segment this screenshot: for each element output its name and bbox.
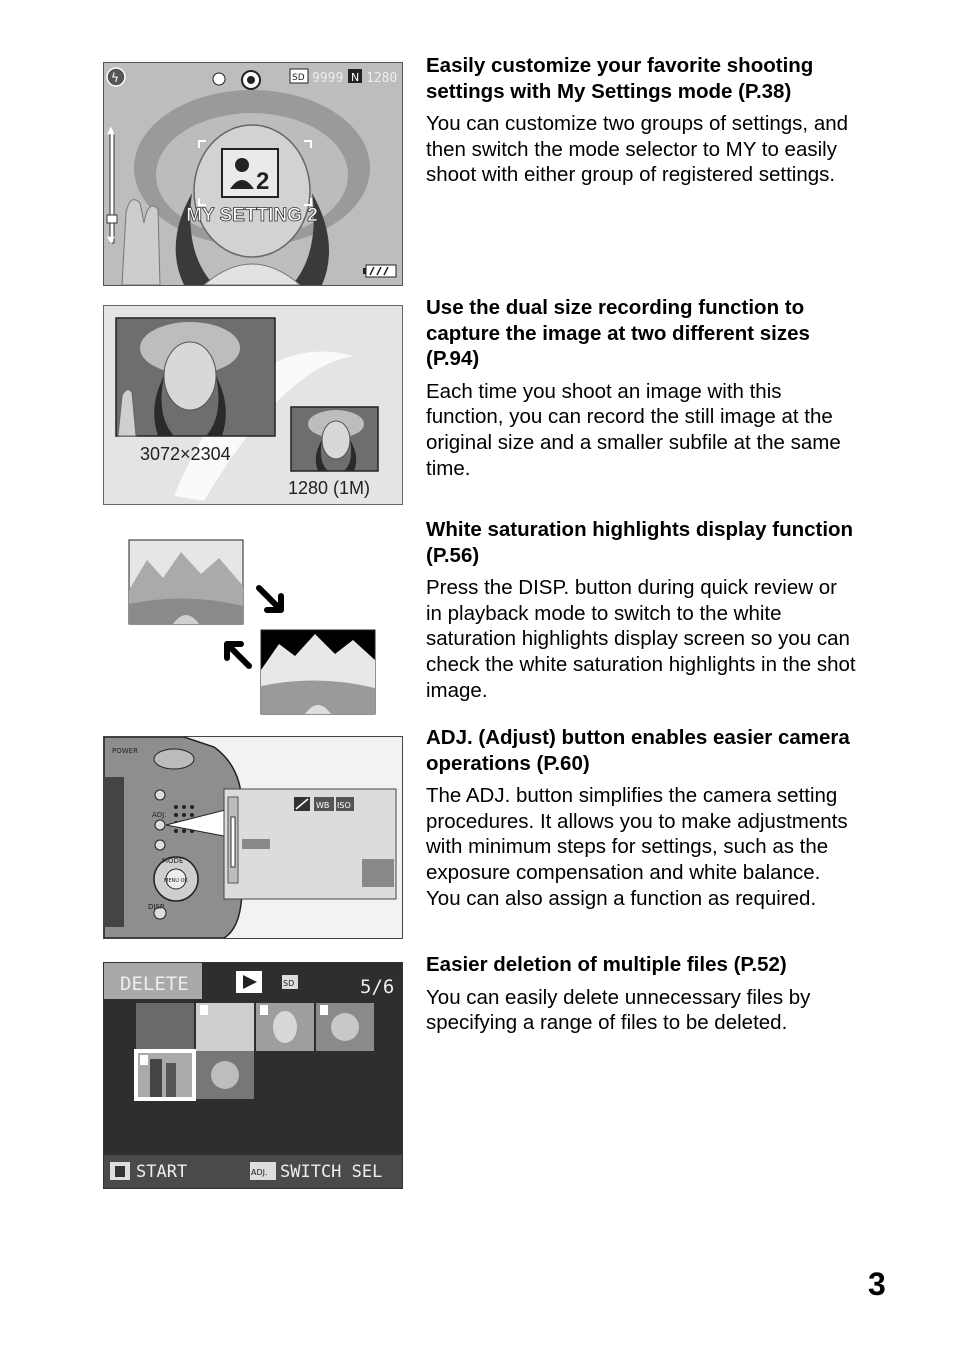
white-saturation-illustration bbox=[103, 530, 403, 720]
mode-label: MODE bbox=[162, 857, 184, 865]
svg-text:▼: ▼ bbox=[107, 235, 115, 246]
section-heading: Easily customize your favorite shooting settings with My Settings mode (P.38) bbox=[426, 54, 814, 103]
wb-icon: WB bbox=[316, 801, 330, 810]
adj-button-label: ADJ. bbox=[152, 811, 167, 819]
section-my-settings bbox=[426, 53, 856, 188]
svg-text:N: N bbox=[351, 71, 360, 84]
svg-text:▲: ▲ bbox=[107, 125, 115, 136]
adj-camera-illustration bbox=[104, 737, 402, 938]
svg-text:ϟ: ϟ bbox=[111, 71, 119, 85]
sd-card-icon: SD bbox=[283, 979, 295, 988]
image-size: 1280 bbox=[366, 71, 398, 86]
iso-icon: ISO bbox=[337, 801, 351, 810]
section-body: You can customize two groups of settings, and then switch the mode selector to MY to easily shoot with either group of registered settings. bbox=[426, 112, 849, 187]
section-body: Press the DISP. button during quick review or in playback mode to switch to the white saturation highlights display screen so you can check the white saturation highlights in the shot image. bbox=[426, 576, 856, 702]
my-setting-screen-figure bbox=[103, 62, 403, 286]
white-saturation-figure bbox=[103, 530, 403, 720]
menu-ok-label: MENU OK bbox=[164, 878, 188, 884]
section-adj-button bbox=[426, 725, 856, 912]
adj-button-figure bbox=[103, 736, 403, 939]
section-body: Each time you shoot an image with this function, you can record the still image at the original size and a smaller subfile at the same time. bbox=[426, 379, 841, 480]
delete-header-label: DELETE bbox=[120, 973, 189, 995]
my-setting-label: MY SETTING 2 bbox=[186, 205, 318, 226]
footer-start-label: START bbox=[136, 1162, 188, 1182]
dual-size-figure bbox=[103, 305, 403, 505]
delete-screen-figure bbox=[103, 962, 403, 1189]
my-mode-number: 2 bbox=[256, 168, 270, 195]
section-white-saturation bbox=[426, 517, 856, 704]
page-number: 3 bbox=[868, 1266, 886, 1302]
shots-remaining: 9999 bbox=[312, 71, 344, 86]
my-setting-illustration bbox=[104, 63, 402, 285]
power-label: POWER bbox=[112, 747, 138, 755]
section-body: You can easily delete unnecessary files by specifying a range of files to be deleted. bbox=[426, 985, 811, 1035]
svg-text:SD: SD bbox=[292, 73, 305, 83]
section-heading: ADJ. (Adjust) button enables easier camera operations (P.60) bbox=[426, 726, 850, 775]
delete-screen-illustration bbox=[104, 963, 402, 1188]
page-indicator: 5/6 bbox=[360, 976, 395, 998]
footer-switch-label: SWITCH SEL bbox=[280, 1162, 383, 1182]
section-heading: Use the dual size recording function to capture the image at two different sizes (P.94) bbox=[426, 296, 810, 370]
section-heading: White saturation highlights display function (P.56) bbox=[426, 518, 854, 567]
large-size-label: 3072×2304 bbox=[140, 444, 231, 464]
section-delete-files bbox=[426, 952, 856, 1036]
dual-size-illustration bbox=[104, 306, 402, 504]
adj-icon: ADJ. bbox=[251, 1168, 268, 1177]
section-heading: Easier deletion of multiple files (P.52) bbox=[426, 953, 787, 976]
section-dual-size bbox=[426, 295, 856, 481]
disp-label: DISP. bbox=[148, 903, 166, 911]
small-size-label: 1280 (1M) bbox=[288, 478, 371, 498]
section-body: The ADJ. button simplifies the camera setting procedures. It allows you to make adjustments with minimum steps for settings, such as the exposure compensation and white balance. You can also assign a function as required. bbox=[426, 784, 848, 910]
